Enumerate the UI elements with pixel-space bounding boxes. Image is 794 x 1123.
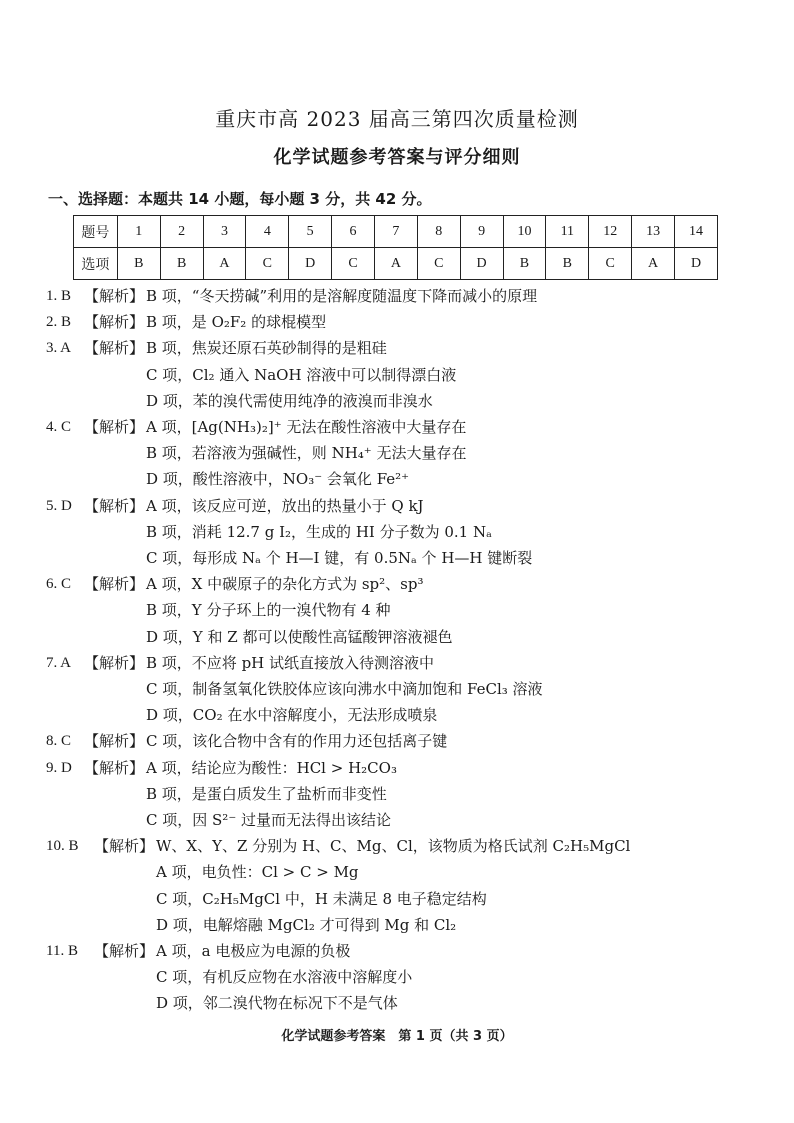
explanation-line: B 项，若溶液为强碱性，则 NH₄⁺ 无法大量存在	[146, 444, 467, 463]
answer-option-cell: A	[203, 248, 246, 280]
explanation-line: B 项，“冬天捞碱”利用的是溶解度随温度下降而减小的原理	[146, 287, 538, 305]
explanation-lines	[146, 728, 447, 754]
explanation-lines	[156, 833, 630, 938]
answer-option-cell: C	[417, 248, 460, 280]
explanation-line: B 项，不应将 pH 试纸直接放入待测溶液中	[146, 653, 435, 672]
explanation-item	[46, 335, 766, 414]
page-subtitle: 化学试题参考答案与评分细则	[273, 147, 521, 168]
explanation-line: A 项，a 电极应为电源的负极	[156, 942, 351, 961]
question-number-cell: 12	[589, 216, 632, 248]
question-number-cell: 3	[203, 216, 246, 248]
explanation-line: A 项，电负性：Cl > C > Mg	[156, 863, 359, 882]
explanation-line: B 项，是 O₂F₂ 的球棍模型	[146, 313, 327, 332]
explanation-item	[46, 493, 766, 572]
explanation-line: A 项，结论应为酸性：HCl > H₂CO₃	[146, 758, 397, 777]
answer-option-cell: B	[160, 248, 203, 280]
explanation-line: B 项，是蛋白质发生了盐析而非变性	[146, 784, 387, 803]
answer-table-option-row	[74, 248, 718, 280]
question-answer-number: 4. C	[46, 419, 72, 436]
question-answer-number: 8. C	[46, 733, 72, 750]
explanation-line: A 项，X 中碳原子的杂化方式为 sp²、sp³	[146, 575, 424, 594]
question-number-cell: 4	[246, 216, 289, 248]
explanation-line: B 项，消耗 12.7 g I₂，生成的 HI 分子数为 0.1 Nₐ	[146, 522, 492, 541]
explanation-list	[46, 283, 766, 1017]
question-answer-number: 1. B	[46, 288, 72, 304]
question-number-cell: 7	[374, 216, 417, 248]
analysis-tag: 【解析】	[84, 758, 145, 777]
explanation-lines	[146, 283, 537, 309]
question-number-cell: 2	[160, 216, 203, 248]
explanation-lines	[146, 493, 532, 572]
explanation-line: C 项，该化合物中含有的作用力还包括离子键	[146, 732, 448, 751]
section-heading: 一、选择题：本题共 14 小题，每小题 3 分，共 42 分。	[48, 190, 432, 208]
answer-option-cell: A	[374, 248, 417, 280]
answer-table	[73, 215, 718, 280]
explanation-lines	[146, 309, 326, 335]
explanation-line: B 项，Y 分子环上的一溴代物有 4 种	[146, 601, 391, 620]
explanation-item	[46, 755, 766, 834]
answer-option-cell: B	[546, 248, 589, 280]
question-number-cell: 11	[546, 216, 589, 248]
question-number-cell: 10	[503, 216, 546, 248]
analysis-tag: 【解析】	[84, 732, 145, 751]
explanation-line: D 项，Y 和 Z 都可以使酸性高锰酸钾溶液褪色	[146, 627, 453, 646]
explanation-line: A 项，[Ag(NH₃)₂]⁺ 无法在酸性溶液中大量存在	[146, 418, 467, 437]
explanation-item	[46, 938, 766, 1017]
explanation-line: D 项，CO₂ 在水中溶解度小，无法形成喷泉	[146, 706, 438, 725]
answer-option-cell: D	[460, 248, 503, 280]
explanation-line: D 项，酸性溶液中，NO₃⁻ 会氧化 Fe²⁺	[146, 470, 410, 489]
question-answer-number: 5. D	[46, 497, 72, 514]
question-answer-number: 10. B	[46, 838, 79, 855]
explanation-item	[46, 309, 766, 335]
question-number-cell: 9	[460, 216, 503, 248]
explanation-item	[46, 728, 766, 754]
explanation-line: B 项，焦炭还原石英砂制得的是粗硅	[146, 339, 387, 358]
explanation-lines	[146, 650, 543, 729]
analysis-tag: 【解析】	[84, 653, 145, 672]
answer-option-cell: A	[632, 248, 675, 280]
table-row-label: 选项	[74, 248, 118, 280]
explanation-lines	[146, 335, 456, 414]
analysis-tag: 【解析】	[94, 837, 155, 856]
answer-option-cell: D	[289, 248, 332, 280]
analysis-tag: 【解析】	[94, 942, 155, 961]
question-answer-number: 6. C	[46, 576, 72, 593]
explanation-item	[46, 571, 766, 650]
explanation-line: D 项，苯的溴代需使用纯净的液溴而非溴水	[146, 391, 433, 410]
question-answer-number: 9. D	[46, 759, 72, 776]
answer-option-cell: C	[589, 248, 632, 280]
question-answer-number: 2. B	[46, 314, 72, 331]
answer-option-cell: C	[332, 248, 375, 280]
explanation-line: C 项，因 S²⁻ 过量而无法得出该结论	[146, 811, 392, 830]
answer-option-cell: D	[675, 248, 718, 280]
page-footer: 化学试题参考答案 第 1 页（共 3 页）	[281, 1029, 513, 1044]
question-answer-number: 11. B	[46, 943, 78, 960]
explanation-line: C 项，Cl₂ 通入 NaOH 溶液中可以制得漂白液	[146, 365, 457, 384]
explanation-line: C 项，有机反应物在水溶液中溶解度小	[156, 968, 413, 987]
analysis-tag: 【解析】	[84, 287, 145, 305]
table-row-label: 题号	[74, 216, 118, 248]
explanation-line: W、X、Y、Z 分别为 H、C、Mg、Cl，该物质为格氏试剂 C₂H₅MgCl	[156, 837, 631, 856]
explanation-line: D 项，电解熔融 MgCl₂ 才可得到 Mg 和 Cl₂	[156, 915, 457, 934]
explanation-line: C 项，制备氢氧化铁胶体应该向沸水中滴加饱和 FeCl₃ 溶液	[146, 680, 543, 699]
explanation-lines	[146, 414, 466, 493]
explanation-lines	[146, 571, 452, 650]
analysis-tag: 【解析】	[84, 313, 145, 332]
answer-option-cell: C	[246, 248, 289, 280]
analysis-tag: 【解析】	[84, 496, 145, 515]
explanation-lines	[146, 755, 397, 834]
explanation-line: C 项，C₂H₅MgCl 中，H 未满足 8 电子稳定结构	[156, 889, 487, 908]
question-answer-number: 3. A	[46, 340, 72, 357]
question-number-cell: 1	[117, 216, 160, 248]
explanation-item	[46, 650, 766, 729]
analysis-tag: 【解析】	[84, 575, 145, 594]
explanation-item	[46, 414, 766, 493]
answer-table-number-row	[74, 216, 718, 248]
answer-option-cell: B	[503, 248, 546, 280]
explanation-line: A 项，该反应可逆，放出的热量小于 Q kJ	[146, 496, 424, 515]
question-number-cell: 6	[332, 216, 375, 248]
explanation-item	[46, 283, 766, 309]
explanation-item	[46, 833, 766, 938]
analysis-tag: 【解析】	[84, 339, 145, 358]
question-answer-number: 7. A	[46, 654, 72, 671]
question-number-cell: 13	[632, 216, 675, 248]
question-number-cell: 5	[289, 216, 332, 248]
page-title: 重庆市高 2023 届高三第四次质量检测	[215, 107, 579, 131]
question-number-cell: 8	[417, 216, 460, 248]
explanation-line: D 项，邻二溴代物在标况下不是气体	[156, 994, 398, 1013]
explanation-lines	[156, 938, 412, 1017]
answer-option-cell: B	[117, 248, 160, 280]
analysis-tag: 【解析】	[84, 418, 145, 437]
explanation-line: C 项，每形成 Nₐ 个 H—I 键，有 0.5Nₐ 个 H—H 键断裂	[146, 549, 533, 568]
question-number-cell: 14	[675, 216, 718, 248]
